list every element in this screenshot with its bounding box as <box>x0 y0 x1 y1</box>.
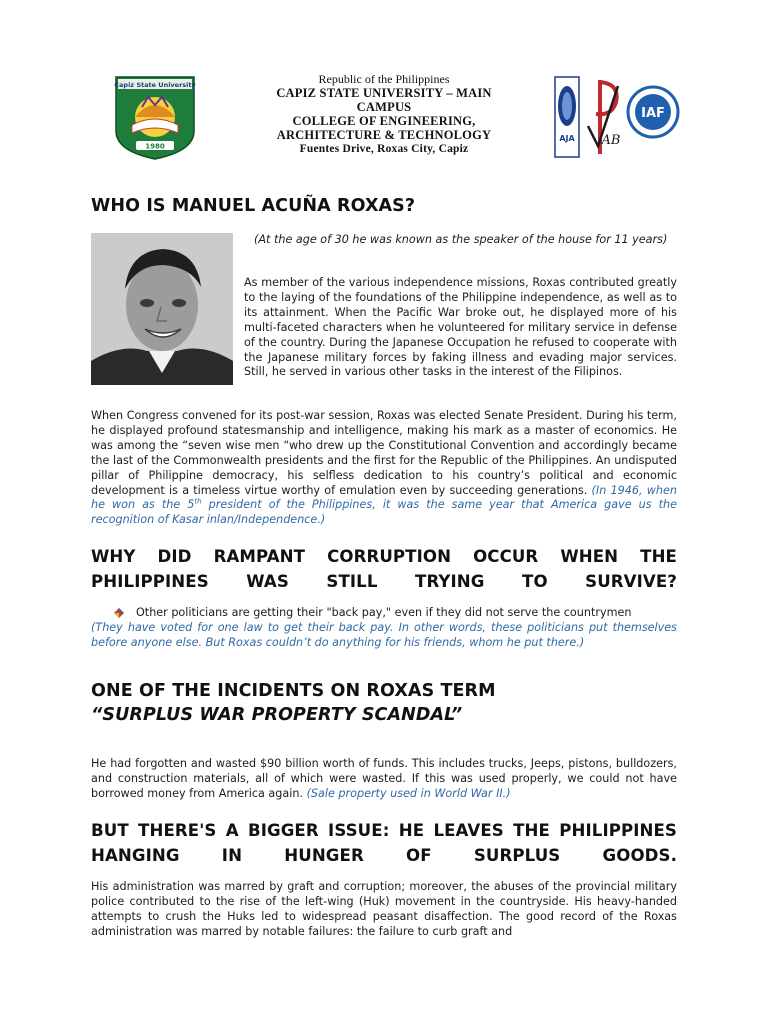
section-heading-incidents: ONE OF THE INCIDENTS ON ROXAS TERM <box>91 681 496 701</box>
svg-text:IAF: IAF <box>641 106 665 121</box>
svg-text:AJA: AJA <box>559 134 575 143</box>
congress-note: (In 1946, when he won as the 5th president of the Philippines, it was the same year that America gave us the recognition of Kasar inlan/Independence.) <box>91 483 677 527</box>
back-pay-note: (They have voted for one law to get their back pay. In other words, these politicians put themselves before anyone else. But Roxas couldn’t do anything for his friends, whom he put there.) <box>91 621 677 649</box>
pab-accreditation-logo <box>586 76 624 158</box>
section-heading-who-is-roxas: WHO IS MANUEL ACUÑA ROXAS? <box>91 196 416 216</box>
college-line-1: COLLEGE OF ENGINEERING, <box>292 114 476 128</box>
section-subheading-scandal: “SURPLUS WAR PROPERTY SCANDAL” <box>91 705 463 725</box>
scandal-paragraph <box>91 757 677 802</box>
svg-text:AB: AB <box>601 133 621 148</box>
capiz-state-university-seal <box>112 73 198 161</box>
university-line-2: CAMPUS <box>356 100 412 114</box>
university-line-1: CAPIZ STATE UNIVERSITY – MAIN <box>276 86 492 100</box>
congress-text: When Congress convened for its post-war session, Roxas was elected Senate President. During his term, he displayed profound statesmanship and intelligence, making his mark as a master of economics. He was among the “seven wise men “who drew up the Constitutional Convention and accordingly became the last of the Commonwealth presidents and the first for the Republic of the Philippines. An undisputed pillar of Philippine democracy, his selfless dedication to his country’s political and economic development is a timeless virtue worthy of emulation even by succeeding generations. <box>91 409 677 497</box>
scandal-note: (Sale property used in World War II.) <box>306 786 511 800</box>
congress-paragraph <box>91 409 677 528</box>
svg-text:1980: 1980 <box>145 142 165 151</box>
iaf-accreditation-logo <box>626 82 680 142</box>
back-pay-bullet: Other politicians are getting their "back pay," even if they did not serve the countrymen <box>136 606 632 619</box>
republic-line: Republic of the Philippines <box>318 72 450 86</box>
roxas-bio-paragraph: As member of the various independence missions, Roxas contributed greatly to the laying of the foundations of the Philippine independence, as well as to its attainment. When the Pacific War broke out, he displayed more of his multi-faceted characters when he volunteered for military service in defense of the country. During the Japanese Occupation he refused to cooperate with the Japanese military forces by faking illness and evading major services. Still, he served in various other tasks in the interest of the Filipinos. <box>244 276 677 379</box>
college-line-2: ARCHITECTURE & TECHNOLOGY <box>276 128 492 142</box>
aja-accreditation-logo <box>554 76 580 158</box>
address-line: Fuentes Drive, Roxas City, Capiz <box>299 143 469 155</box>
manuel-roxas-portrait <box>91 233 233 385</box>
svg-text:Capiz State University: Capiz State University <box>114 81 196 89</box>
section-heading-bigger-issue: BUT THERE'S A BIGGER ISSUE: HE LEAVES THE PHILIPPINES HANGING IN HUNGER OF SURPLUS GOODS. <box>91 821 677 865</box>
roxas-age-note: (At the age of 30 he was known as the speaker of the house for 11 years) <box>254 233 668 246</box>
administration-paragraph: His administration was marred by graft and corruption; moreover, the abuses of the provincial military police contributed to the rise of the left-wing (Huk) movement in the countryside. His heavy-handed attempts to crush the Huks led to widespread peasant disaffection. The good record of the Roxas administration was marred by notable failures: the failure to curb graft and <box>91 880 677 938</box>
scandal-text: He had forgotten and wasted $90 billion worth of funds. This includes trucks, Jeeps, pistons, bulldozers, and construction materials, all of which were wasted. If this was used properly, we could not have borrowed money from America again. <box>91 757 677 800</box>
bullet-diamond-icon <box>114 608 124 618</box>
letterhead <box>248 72 520 156</box>
section-heading-corruption: WHY DID RAMPANT CORRUPTION OCCUR WHEN THE PHILIPPINES WAS STILL TRYING TO SURVIVE? <box>91 547 677 591</box>
